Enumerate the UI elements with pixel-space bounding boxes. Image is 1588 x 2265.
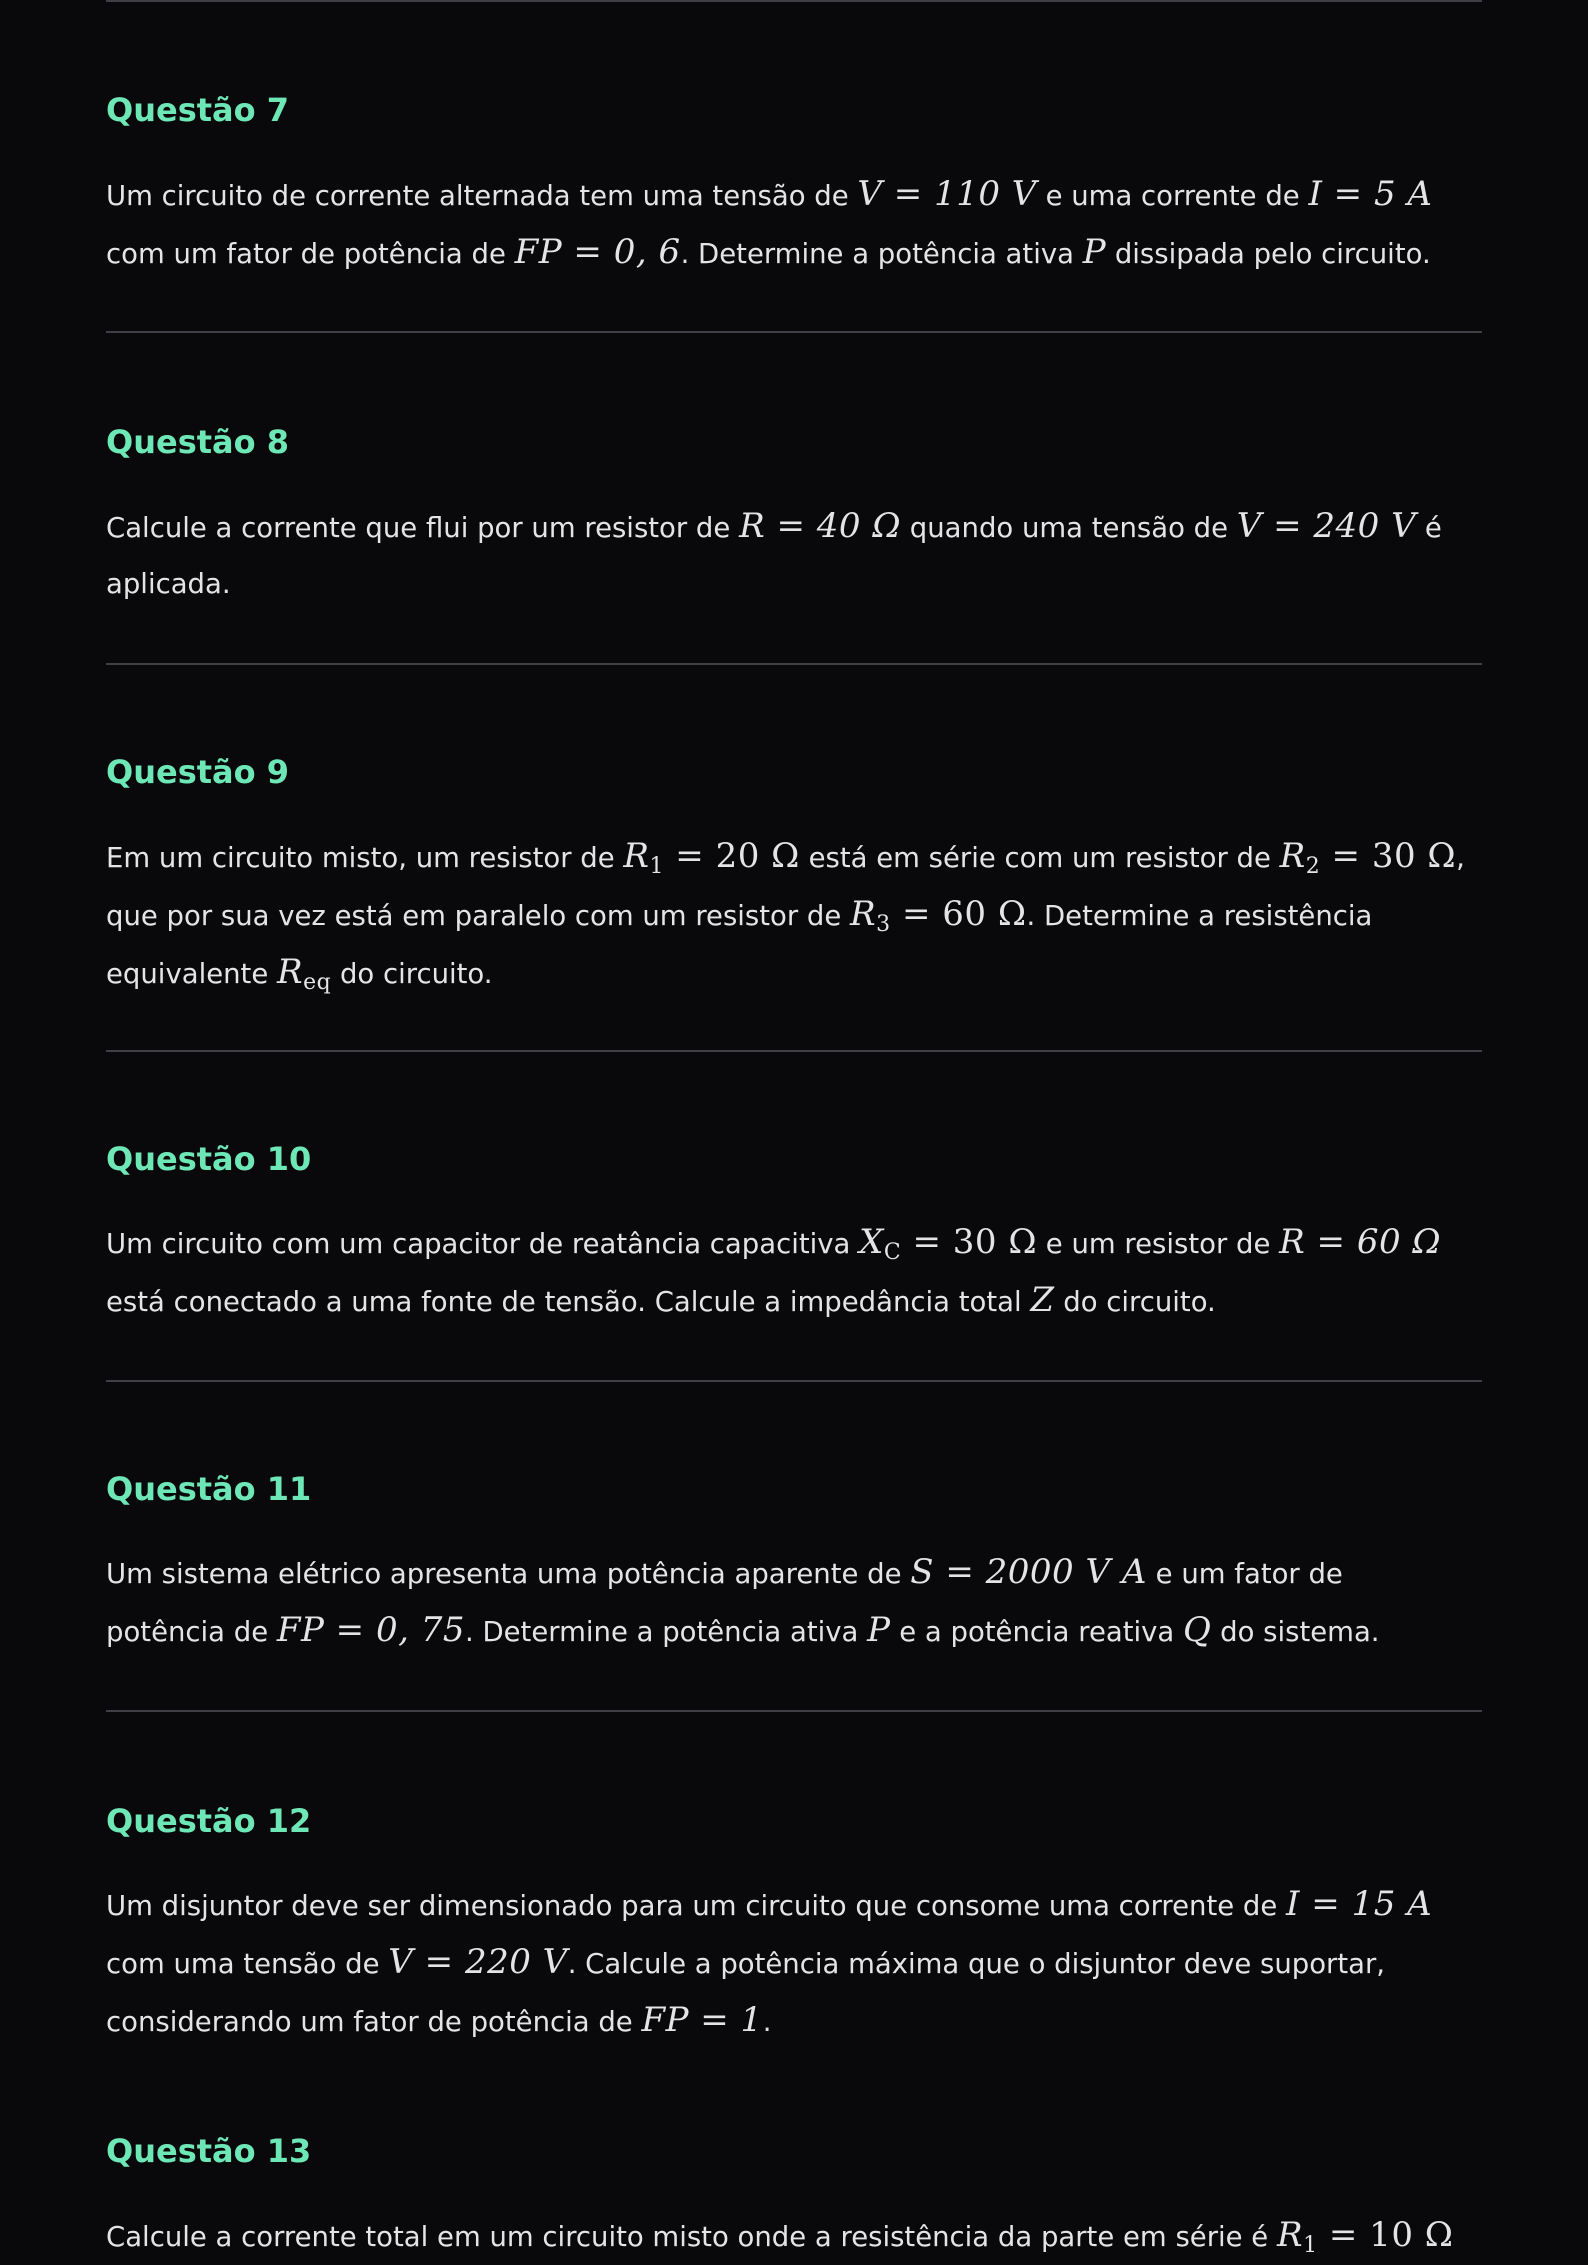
math-expression <box>1279 1222 1441 1262</box>
question-text-line <box>106 828 1482 886</box>
text-run: Calcule a corrente total em um circuito misto onde a resistência da parte em série é <box>106 2221 1277 2253</box>
text-run: e uma corrente de <box>1036 180 1309 212</box>
math-expression <box>857 174 1036 214</box>
text-run: potência de <box>106 1616 277 1648</box>
text-run: Um circuito com um capacitor de reatância capacitiva <box>106 1228 860 1260</box>
math-rest: = 10 Ω <box>1317 2215 1454 2255</box>
text-run: quando uma tensão de <box>901 512 1237 544</box>
math-content: S = 2000 V A <box>910 1552 1147 1592</box>
text-run: do circuito. <box>331 958 493 990</box>
text-run: , <box>1456 842 1465 874</box>
question-text-line <box>106 498 1482 556</box>
math-expression <box>1308 174 1432 214</box>
text-run: Calcule a corrente que flui por um resistor de <box>106 512 740 544</box>
text-run: está conectado a uma fonte de tensão. Calcule a impedância total <box>106 1286 1031 1318</box>
question-text-line <box>106 1602 1482 1660</box>
math-expression <box>515 232 681 272</box>
text-run: e a potência reativa <box>890 1616 1184 1648</box>
math-subscript: 1 <box>1303 2233 1318 2258</box>
question-13-title: Questão 13 <box>106 2132 312 2170</box>
math-variable: R <box>277 952 304 992</box>
math-content: FP = 0, 75 <box>276 1610 465 1650</box>
math-expression <box>1083 232 1106 272</box>
text-run: que por sua vez está em paralelo com um resistor de <box>106 900 851 932</box>
math-variable: R <box>1279 836 1306 876</box>
question-text-line <box>106 1272 1482 1330</box>
question-8-title: Questão 8 <box>106 423 290 461</box>
question-text-line <box>106 2207 1482 2265</box>
question-11-title: Questão 11 <box>106 1470 312 1508</box>
question-8-text <box>106 498 1482 612</box>
math-content: Q <box>1183 1610 1212 1650</box>
math-expression <box>850 894 1027 937</box>
math-variable: R <box>1276 2215 1304 2255</box>
text-run: Um circuito de corrente alternada tem uma tensão de <box>106 180 858 212</box>
math-expression <box>859 1222 1038 1265</box>
math-content: Z <box>1030 1280 1055 1320</box>
math-subscript: 1 <box>649 854 664 879</box>
text-run: e um resistor de <box>1037 1228 1280 1260</box>
math-content: FP = 0, 6 <box>514 232 681 272</box>
math-expression <box>910 1552 1147 1592</box>
math-rest: = 30 Ω <box>1320 836 1457 876</box>
math-content: P <box>1082 232 1107 272</box>
divider <box>106 1710 1482 1712</box>
text-run: . Calcule a potência máxima que o disjuntor deve suportar, <box>567 1948 1386 1980</box>
math-expression <box>1279 836 1457 879</box>
text-run: considerando um fator de potência de <box>106 2006 642 2038</box>
math-expression <box>1237 506 1416 546</box>
math-expression <box>623 836 800 879</box>
math-expression <box>1276 2215 1454 2258</box>
math-subscript: eq <box>303 970 332 995</box>
question-12-text <box>106 1876 1482 2050</box>
text-run: está em série com um resistor de <box>799 842 1280 874</box>
text-run: do circuito. <box>1054 1286 1216 1318</box>
math-expression <box>1183 1610 1211 1650</box>
text-run: Um sistema elétrico apresenta uma potência aparente de <box>106 1558 911 1590</box>
text-run: . Determine a potência ativa <box>680 238 1083 270</box>
divider <box>106 331 1482 333</box>
math-expression <box>867 1610 890 1650</box>
text-run: . Determine a resistência <box>1026 900 1373 932</box>
math-variable: X <box>859 1222 884 1262</box>
question-11-text <box>106 1544 1482 1660</box>
text-run: do sistema. <box>1211 1616 1380 1648</box>
math-content: V = 220 V <box>388 1942 568 1982</box>
question-text-line <box>106 1992 1482 2050</box>
math-rest: = 60 Ω <box>890 894 1027 934</box>
question-10-text <box>106 1214 1482 1330</box>
math-expression <box>277 1610 465 1650</box>
math-expression <box>277 952 332 995</box>
math-expression <box>641 2000 762 2040</box>
divider <box>106 663 1482 665</box>
text-run: equivalente <box>106 958 278 990</box>
question-text-line <box>106 1544 1482 1602</box>
question-9-text <box>106 828 1482 1002</box>
text-run: com uma tensão de <box>106 1948 389 1980</box>
question-7-text <box>106 166 1482 282</box>
question-text-line <box>106 886 1482 944</box>
math-subscript: 2 <box>1305 854 1321 879</box>
text-run: . <box>762 2006 772 2038</box>
math-subscript: 3 <box>876 912 891 937</box>
question-text-line <box>106 1934 1482 1992</box>
question-text-line <box>106 1214 1482 1272</box>
math-expression <box>1286 1884 1432 1924</box>
question-text-line <box>106 944 1482 1002</box>
question-text-line <box>106 224 1482 282</box>
math-content: I = 5 A <box>1308 174 1433 214</box>
text-run: e um fator de <box>1146 1558 1343 1590</box>
math-content: R = 40 Ω <box>739 506 902 546</box>
question-text-line <box>106 166 1482 224</box>
math-expression <box>739 506 901 546</box>
text-run: aplicada. <box>106 568 231 600</box>
math-variable: R <box>850 894 877 934</box>
question-10-title: Questão 10 <box>106 1140 312 1178</box>
math-content: P <box>867 1610 891 1650</box>
text-run: . Determine a potência ativa <box>464 1616 868 1648</box>
text-run: com um fator de potência de <box>106 238 515 270</box>
text-run: dissipada pelo circuito. <box>1106 238 1431 270</box>
divider <box>106 0 1482 2</box>
math-content: V = 240 V <box>1236 506 1417 546</box>
question-text-line <box>106 556 1482 612</box>
math-rest: = 20 Ω <box>663 836 800 876</box>
math-content: R = 60 Ω <box>1279 1222 1442 1262</box>
math-content: V = 110 V <box>857 174 1037 214</box>
math-subscript: C <box>883 1240 902 1265</box>
math-variable: R <box>623 836 650 876</box>
math-rest: = 30 Ω <box>901 1222 1038 1262</box>
divider <box>106 1380 1482 1382</box>
math-expression <box>1030 1280 1054 1320</box>
question-7-title: Questão 7 <box>106 91 290 129</box>
divider <box>106 1050 1482 1052</box>
question-9-title: Questão 9 <box>106 753 290 791</box>
math-expression <box>388 1942 567 1982</box>
text-run: é <box>1416 512 1442 544</box>
question-text-line <box>106 1876 1482 1934</box>
text-run: Um disjuntor deve ser dimensionado para um circuito que consome uma corrente de <box>106 1890 1287 1922</box>
question-13-text <box>106 2207 1482 2265</box>
math-content: FP = 1 <box>641 2000 763 2040</box>
question-12-title: Questão 12 <box>106 1802 312 1840</box>
math-content: I = 15 A <box>1286 1884 1433 1924</box>
text-run: Em um circuito misto, um resistor de <box>106 842 624 874</box>
